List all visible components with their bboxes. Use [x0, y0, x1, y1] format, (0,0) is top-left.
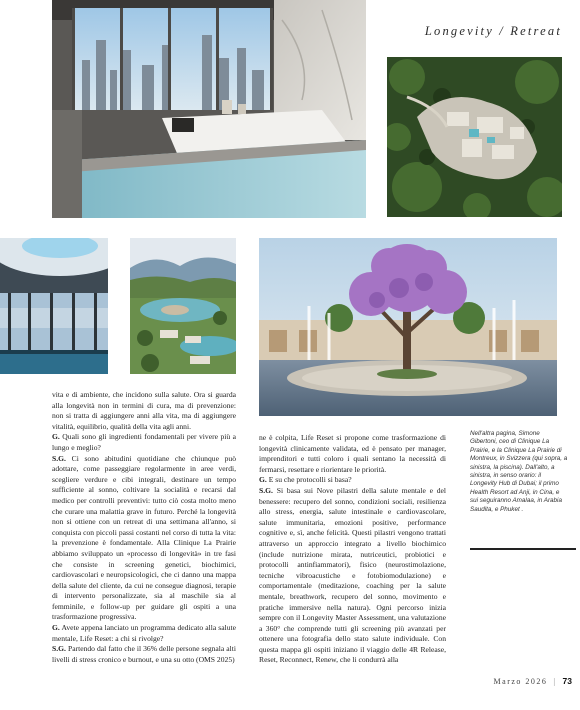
- answer: S.G. Partendo dal fatto che il 36% delle persone segnala alti livelli di stress cronico e burnout, e una su otto (OMS 2025): [52, 644, 236, 664]
- question: G. Quali sono gli ingredienti fondamentali per vivere più a lungo e meglio?: [52, 432, 237, 452]
- spa-bath-photo: [52, 0, 366, 218]
- anji-resort-photo: [130, 238, 236, 374]
- dubai-hub-photo: [259, 238, 557, 416]
- answer: S.G. Ci sono abitudini quotidiane che chiunque può adottare, come passeggiare regolarmente in aree verdi, scegliere verdure e cibi integrali, destinare un tempo sufficiente al sonno, coltivare la socialità e recarsi dal medico per controlli preventivi: tutto ciò costa molto meno che curare una malattia grave in futuro. Perché la longevità non si ottiene con un retreat di una settimana all'anno, si conquista con piccoli passi costanti nel corso di tutta la vita: la prevenzione è fondamentale. Alla Clinique La Prairie abbiamo sviluppato un «processo di longevità» in tre fasi che consiste in screening genetici, biochimici, cardiovascolari e neuropsicologici, che ci danno una mappa della salute del cliente, da cui ne consegue diagnosi, terapie di intervento personalizzate, sia al maschile sia al femminile, e follow-up per guidare gli ospiti a una trasformazione progressiva.: [52, 453, 236, 622]
- footer-separator: |: [553, 677, 557, 686]
- question: G. Avete appena lanciato un programma dedicato alla salute mentale, Life Reset: a chi si rivolge?: [52, 623, 237, 643]
- answer: S.G. Si basa sui Nove pilastri della salute mentale e del benessere: recupero del sonno, condizioni sociali, resilienza allo stress, energia, salute intestinale e cardiovascolare, salute immunitaria, emozioni positive, performance cognitive e, sì, anche felicità. Questi pilastri vengono trattati attraverso un approccio integrato a livello biochimico (include nutrizione mirata, nutriceutici, probiotici e protocolli antinfiammatori), fisico (neurostimolazione, tecniche vibroacustiche e fotobiomodulazione) e comportamentale (meditazione, coaching per la salute mentale, breathwork, recupero del sonno, movimento e pratiche immersive nella natura). Ogni percorso inizia sempre con il Longevity Master Assessment, una valutazione a 360° che comprende tutti gli screening più avanzati per ottenere una fotografia dello stato salute individuale. Con questa mappa gli ospiti iniziano il viaggio delle 4R Release, Reset, Reconnect, Renew, che li condurrà alla: [259, 485, 447, 665]
- issue-date: Marzo 2026: [493, 677, 548, 686]
- page-number: 73: [562, 676, 572, 686]
- text-column-1: [52, 390, 236, 665]
- paragraph: ne è colpita, Life Reset si propone come trasformazione di longevità clinicamente validata, ed è pensato per manager, imprenditori e tutti coloro i quali sentano la necessità di fermarsi, resettare e riorientare le priorità.: [259, 433, 446, 474]
- question: G. E su che protocolli si basa?: [259, 475, 352, 485]
- text-column-2: [259, 433, 446, 666]
- aerial-resort-photo: [387, 57, 562, 217]
- photo-caption: Nell'altra pagina, Simone Gibertoni, ceo di Clinique La Prairie, e la Clinique La Prairie di Montreux, in Svizzera (qui sopra, a sinistra, la piscina). Dall'alto, a sinistra, in senso orario: il Longevity Hub di Dubai; il primo Health Resort ad Anji, in Cina, e sui seguiranno Amalaa, in Arabia Saudita, e Phuket .: [470, 430, 568, 513]
- paragraph: vita e di ambiente, che incidono sulla salute. Ora si guarda alla longevità non in termini di cura, ma di prevenzione: non si tratta di aggiungere anni alla vita, ma di aggiungere vitalità, equilibrio, qualità della vita agli anni.: [52, 390, 236, 431]
- section-header: Longevity / Retreat: [424, 24, 562, 38]
- caption-divider: [470, 548, 576, 550]
- page-footer: [442, 676, 572, 686]
- indoor-pool-photo: [0, 238, 108, 374]
